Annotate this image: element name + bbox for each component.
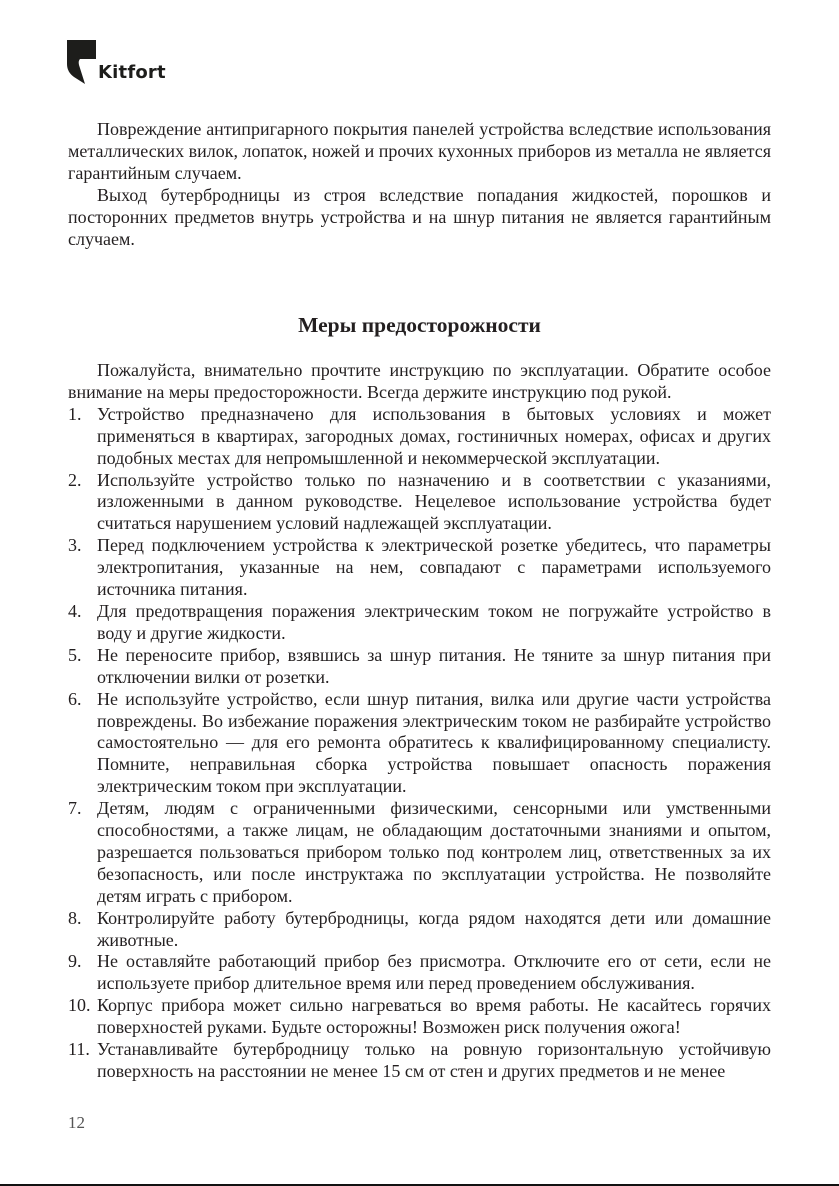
list-item-number: 3. — [68, 535, 82, 556]
list-item — [68, 535, 771, 601]
section-title: Меры предосторожности — [298, 313, 541, 337]
list-item-number: 2. — [68, 469, 82, 490]
list-item — [68, 404, 771, 470]
list-item — [68, 798, 771, 908]
kitfort-shield-mark-icon — [67, 40, 97, 84]
list-item-text: Для предотвращения поражения электрическим током не погружайте устройство в воду и другие жидкости. — [97, 600, 771, 643]
warranty-section — [68, 119, 771, 250]
precautions-list — [68, 404, 771, 1083]
list-item-number: 4. — [68, 600, 82, 621]
list-item-text: Детям, людям с ограниченными физическими, сенсорными или умственными способностями, а также лицам, не обладающим достаточными знаниями и опытом, разрешается пользоваться прибором только под контролем лиц, ответственных за их безопасность, или после инструктажа по эксплуатации устройства. Не позволяйте детям играть с прибором. — [97, 798, 771, 906]
list-item-text: Устройство предназначено для использования в бытовых условиях и может применяться в квартирах, загородных домах, гостиничных номерах, офисах и других подобных местах для непромышленной и некоммерческой эксплуатации. — [97, 403, 771, 468]
list-item — [68, 645, 771, 689]
list-item — [68, 995, 771, 1039]
list-item-number: 6. — [68, 688, 82, 709]
kitfort-logo — [67, 40, 177, 86]
list-item-text: Не переносите прибор, взявшись за шнур питания. Не тяните за шнур питания при отключении вилки от розетки. — [97, 644, 771, 687]
precautions-intro: Пожалуйста, внимательно прочтите инструкцию по эксплуатации. Обратите особое внимание на меры предосторожности. Всегда держите инструкцию под рукой. — [68, 360, 771, 402]
list-item-text: Корпус прибора может сильно нагреваться во время работы. Не касайтесь горячих поверхностей руками. Будьте осторожны! Возможен риск получения ожога! — [97, 995, 771, 1038]
list-item — [68, 689, 771, 799]
list-item-number: 7. — [68, 798, 82, 819]
list-item-text: Используйте устройство только по назначению и в соответствии с указаниями, изложенными в данном руководстве. Нецелевое использование устройства будет считаться нарушением условий надлежащей эксплуатации. — [97, 469, 771, 534]
list-item-text: Устанавливайте бутербродницу только на ровную горизонтальную устойчивую поверхность на расстоянии не менее 15 см от стен и других предметов и не менее — [97, 1039, 771, 1081]
warranty-paragraph: Повреждение антипригарного покрытия панелей устройства вследствие использования металлических вилок, лопаток, ножей и прочих кухонных приборов из металла не является гарантийным случаем. — [68, 119, 771, 183]
list-item-text: Не используйте устройство, если шнур питания, вилка или другие части устройства повреждены. Во избежание поражения электрическим током не разбирайте устройство самостоятельно — для его ремонта обратитесь к квалифицированному специалисту. Помните, неправильная сборка устройства повышает опасность поражения электрическим током при эксплуатации. — [97, 688, 771, 797]
list-item — [68, 951, 771, 995]
list-item-number: 9. — [68, 951, 82, 972]
list-item — [68, 908, 771, 952]
list-item-number: 5. — [68, 644, 82, 665]
page-number: 12 — [68, 1113, 85, 1132]
list-item-number: 1. — [68, 403, 82, 424]
list-item-text: Перед подключением устройства к электрической розетке убедитесь, что параметры электропитания, указанные на нем, совпадают с параметрами используемого источника питания. — [97, 535, 771, 600]
list-item — [68, 470, 771, 536]
list-item — [68, 601, 771, 645]
list-item-text: Не оставляйте работающий прибор без присмотра. Отключите его от сети, если не используете прибор длительное время или перед проведением обслуживания. — [97, 951, 771, 994]
brand-name: Kitfort — [98, 62, 166, 83]
list-item — [68, 1039, 771, 1083]
list-item-number: 10. — [68, 995, 91, 1016]
warranty-paragraph: Выход бутербродницы из строя вследствие попадания жидкостей, порошков и посторонних предметов внутрь устройства и на шнур питания не является гарантийным случаем. — [68, 184, 771, 249]
precautions-section — [68, 360, 771, 1083]
list-item-number: 11. — [68, 1039, 90, 1060]
list-item-text: Контролируйте работу бутербродницы, когда рядом находятся дети или домашние животные. — [97, 907, 771, 950]
list-item-number: 8. — [68, 907, 82, 928]
